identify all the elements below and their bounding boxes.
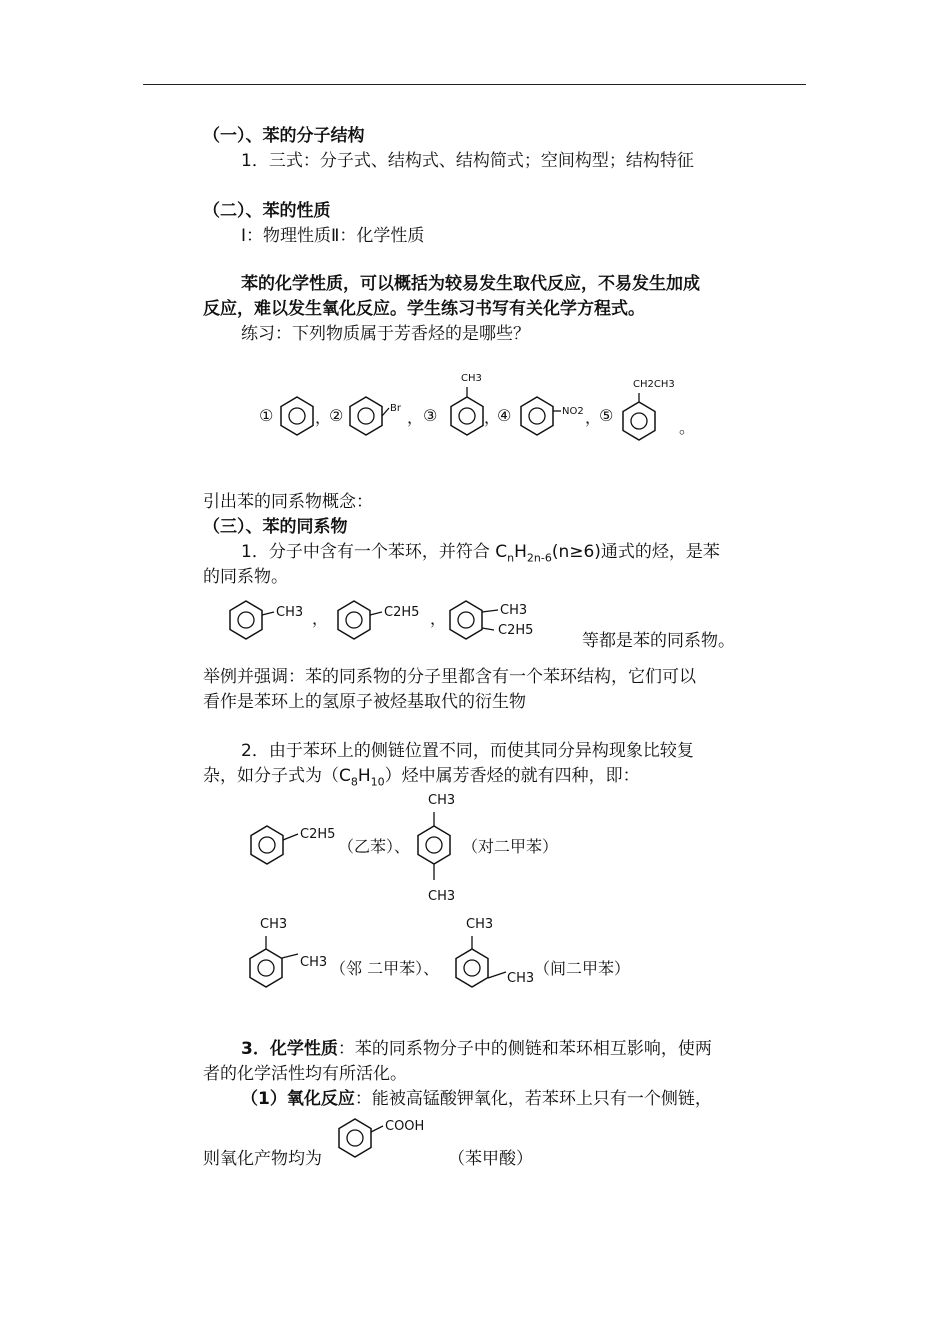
def-pre: 1．分子中含有一个苯环，并符合 C [241,542,508,562]
exercise-num-1: ① [259,406,274,425]
meta-xylene-ring [456,949,488,987]
homolog-sub-3b: C2H5 [498,623,534,638]
para-xylene-name: （对二甲苯） [462,837,559,856]
homolog-comma-1: ， [312,609,329,628]
isomers-mid: H [357,766,371,786]
exercise-sub-5: CH2CH3 [633,379,675,390]
exercise-comma-1: ， [315,408,332,427]
isomers-sub8: 8 [350,775,358,789]
meta-xylene-side: CH3 [507,971,535,986]
section3-heading: （三）、苯的同系物 [203,517,348,537]
chem-props-line2: 反应，难以发生氧化反应。学生练习书写有关化学方程式。 [203,299,645,319]
exercise-num-4: ④ [497,406,512,425]
chem-section-label: 3．化学性质 [241,1039,338,1059]
homolog-comma-2: ， [430,609,447,628]
benzene-ring-5 [623,402,655,440]
homolog-sub-2: C2H5 [384,605,420,620]
exercise-sub-3: CH3 [461,373,482,384]
emphasis-line2: 看作是苯环上的氢原子被烃基取代的衍生物 [203,692,526,712]
benzene-ring-3 [451,397,483,435]
exercise-period-5: 。 [679,418,696,437]
oxidation-text: ：能被高锰酸钾氧化，若苯环上只有一个侧链， [354,1089,712,1109]
section3-definition-line2: 的同系物。 [203,567,288,587]
exercise-sub-2: Br [390,403,401,414]
homolog-ring-1 [230,601,262,639]
isomer-structures-row2 [240,908,640,1003]
exercise-comma-3: ， [484,408,501,427]
section1-item: 1．三式：分子式、结构式、结构简式；空间构型；结构特征 [241,151,694,171]
homolog-ring-3 [450,601,482,639]
benzene-ring-2 [350,397,382,435]
isomers-line1: 2．由于苯环上的侧链位置不同，而使其同分异构现象比较复 [241,741,694,761]
benzoic-acid-structure [335,1112,445,1162]
benzoic-acid-ring [339,1119,371,1157]
homolog-sub-3a: CH3 [500,603,528,618]
homolog-sub-1: CH3 [276,605,304,620]
chem-props-line1: 苯的化学性质，可以概括为较易发生取代反应，不易发生加成 [241,274,700,294]
homolog-examples [220,590,550,650]
meta-xylene-name: （间二甲苯） [534,959,631,978]
isomer-structures-row1 [240,790,580,915]
def-sub-2n6: 2n-6 [526,551,552,565]
ethylbenzene-sub: C2H5 [300,827,336,842]
para-xylene-ring [418,826,450,864]
ortho-xylene-top: CH3 [260,917,288,932]
emphasis-line1: 举例并强调：苯的同系物的分子里都含有一个苯环结构，它们可以 [203,667,696,687]
isomers-post: ）烃中属芳香烃的就有四种，即： [384,766,640,786]
section1-heading: （一）、苯的分子结构 [203,126,365,146]
product-name: （苯甲酸） [448,1149,533,1169]
chem-section-line2: 者的化学活性均有所活化。 [203,1064,407,1084]
def-post: (n≥6)通式的烃，是苯 [551,542,720,562]
header-rule [143,84,806,85]
homolog-ring-2 [338,601,370,639]
exercise-num-3: ③ [423,406,438,425]
ethylbenzene-name: （乙苯）、 [338,837,411,856]
exercise-num-2: ② [329,406,344,425]
meta-xylene-top: CH3 [466,917,494,932]
homolog-caption: 等都是苯的同系物。 [582,631,735,651]
exercise-comma-2: ， [407,408,424,427]
ortho-xylene-side: CH3 [300,955,328,970]
oxidation-line [241,1088,712,1110]
homolog-intro: 引出苯的同系物概念： [203,492,373,512]
section3-definition [241,541,720,569]
chem-section-text1: ：苯的同系物分子中的侧链和苯环相互影响，使两 [337,1039,712,1059]
exercise-sub-4: NO2 [562,406,584,417]
benzoic-acid-sub: COOH [385,1119,425,1134]
section2-heading: （二）、苯的性质 [203,201,331,221]
def-sub-n: n [507,551,515,565]
isomers-pre: 杂，如分子式为（C [203,766,351,786]
exercise-question: 练习：下列物质属于芳香烃的是哪些？ [241,324,530,344]
benzene-ring-4 [521,397,553,435]
exercise-comma-4: ， [585,408,602,427]
ortho-xylene-ring [250,949,282,987]
ortho-xylene-name: （邻 二甲苯）、 [330,959,440,978]
benzene-ring-1 [281,397,313,435]
product-pre: 则氧化产物均为 [203,1149,322,1169]
oxidation-label: （1）氧化反应 [241,1089,355,1109]
chem-section-line1 [241,1038,712,1060]
def-mid: H [514,542,527,562]
section2-item: Ⅰ：物理性质Ⅱ：化学性质 [241,226,425,246]
exercise-structures [255,365,705,445]
ethylbenzene-ring [251,826,283,864]
exercise-num-5: ⑤ [599,406,614,425]
para-xylene-top: CH3 [428,793,456,808]
para-xylene-bottom: CH3 [428,889,456,904]
isomers-sub10: 10 [370,775,385,789]
